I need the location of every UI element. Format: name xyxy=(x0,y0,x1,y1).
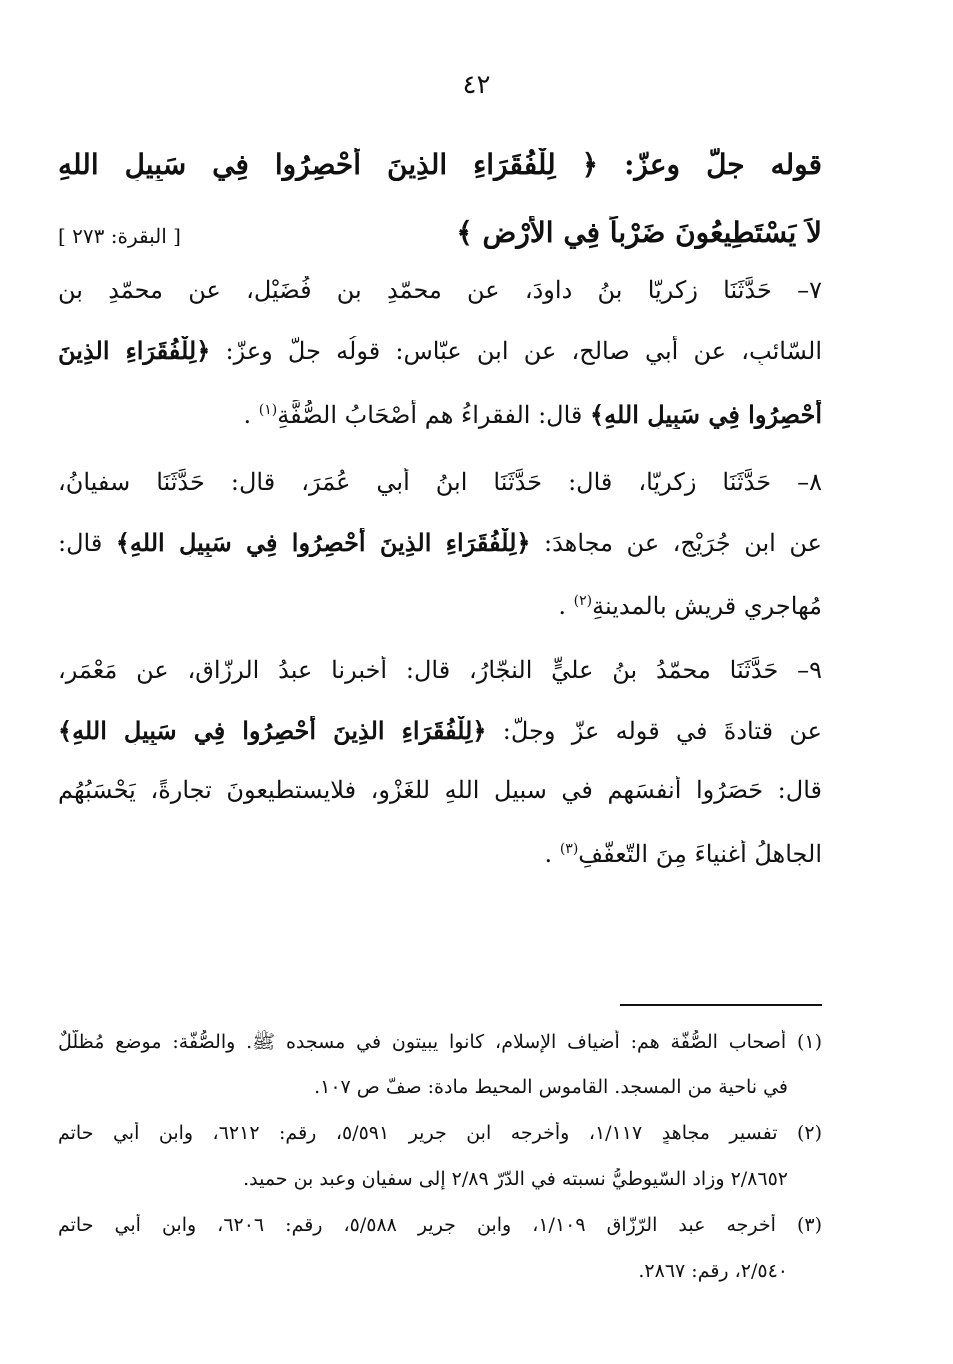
footnote-2-line-2: ٢/٨٦٥٢ وزاد السّيوطيُّ نسبته في الدّرّ ٢/٨٩ إلى سفيان وعبد بن حميد. xyxy=(243,1168,788,1190)
footnote-ref-3[interactable]: (٣) xyxy=(559,841,579,857)
entry-7-text: السّائبِ، عن أبي صالحٍ، عن ابنِ عبّاسٍ: قولُه جلّ وعزّ: xyxy=(225,337,822,365)
entry-8-answer: مُهاجري قريشٍ بالمدينةِ xyxy=(592,592,822,620)
heading-line-1: قوله جلّ وعزّ: ﴿ لِلْفُقَرَاءِ الذِينَ أُحْصِرُوا فِي سَبِيلِ اللهِ xyxy=(58,148,822,181)
footnote-1-line-1: (١) أصحاب الصُّفّة هم: أضياف الإسلام، كانوا يبيتون في مسجده ﷺ. والصُّفّة: موضع مُظلّلٌ xyxy=(58,1031,822,1053)
entry-8-text: عن ابنِ جُرَيْجٍ، عن مجاهدَ: xyxy=(544,529,822,557)
entry-9-text: عن قتادةَ في قوله عزّ وجلّ: xyxy=(502,717,822,745)
entry-9-line-2 xyxy=(58,716,822,745)
heading-line-2: لاَ يَسْتَطِيعُونَ ضَرْباً فِي الأَرْضِ ﴾ xyxy=(456,216,822,249)
entry-8-quote: ﴿لِلْفُقَرَاءِ الذِينَ أُحْصِرُوا فِي سَبِيلِ اللهِ﴾ xyxy=(115,528,531,557)
entry-7-quote-start: ﴿لِلْفُقَرَاءِ الذِينَ xyxy=(58,336,211,365)
entry-9-quote: ﴿لِلْفُقَرَاءِ الذِينَ أُحْصِرُوا فِي سَبِيلِ اللهِ﴾ xyxy=(58,716,487,745)
entry-8-line-1: ٨– حَدَّثَنَا زكريّا، قال: حَدَّثَنَا ابنُ أبي عُمَرَ، قال: حَدَّثَنَا سفيانُ، xyxy=(58,468,822,496)
entry-8-qal: قال: xyxy=(58,529,103,557)
footnote-3-line-1: (٣) أخرجه عبد الرّزّاق ١/١٠٩، وابن جرير ٥/٥٨٨، رقم: ٦٢٠٦، وابن أبي حاتم xyxy=(58,1214,822,1236)
page-number: ٤٢ xyxy=(462,70,491,100)
entry-8-line-2 xyxy=(58,528,822,557)
entry-7-line-2 xyxy=(58,336,822,365)
entry-7-quote-end: أُحْصِرُوا فِي سَبِيلِ اللهِ﴾ xyxy=(590,400,822,429)
entry-8-line-3: مُهاجري قريشٍ بالمدينةِ$^{(٢)}$ . xyxy=(558,592,822,620)
entry-7-line-1: ٧– حَدَّثَنَا زكريّا بنُ داودَ، عن محمّدِ بنِ فُضَيْلٍ، عن محمّدِ بنِ xyxy=(58,276,822,304)
entry-9-line-1: ٩– حَدَّثَنَا محمّدُ بنُ عليٍّ النجّارُ، قال: أخبرنا عبدُ الرزّاقِ، عن مَعْمَرٍ، xyxy=(58,656,822,684)
footnote-2-line-1: (٢) تفسير مجاهدٍ ١/١١٧، وأخرجه ابن جرير ٥/٥٩١، رقم: ٦٢١٢، وابن أبي حاتم xyxy=(58,1122,822,1144)
quran-reference: [ البقرة: ٢٧٣ ] xyxy=(58,224,181,248)
entry-9-line-4: الجاهلُ أغنياءَ مِنَ التّعفّفِ$^{(٣)}$ . xyxy=(544,840,822,868)
footnote-1-line-2: في ناحية من المسجد. القاموس المحيط مادة: صفّ ص ١٠٧. xyxy=(314,1076,788,1098)
footnote-divider xyxy=(620,1004,822,1006)
footnote-ref-2[interactable]: (٢) xyxy=(573,593,593,609)
entry-7-line-3: أُحْصِرُوا فِي سَبِيلِ اللهِ﴾ قال: الفقراءُ هم أصْحَابُ الصُّفَّةِ$^{(١)}$ . xyxy=(243,400,822,429)
entry-9-line-3: قال: حَصَرُوا أنفسَهم في سبيلِ اللهِ للغَزْوِ، فلايستطيعونَ تجارةً، يَحْسَبُهُم xyxy=(58,776,822,804)
entry-9-answer-end: الجاهلُ أغنياءَ مِنَ التّعفّفِ xyxy=(578,840,822,868)
footnote-ref-1[interactable]: (١) xyxy=(258,402,278,418)
footnote-3-line-2: ٢/٥٤٠، رقم: ٢٨٦٧. xyxy=(638,1260,788,1282)
entry-7-answer: قال: الفقراءُ هم أصْحَابُ الصُّفَّةِ xyxy=(277,401,583,429)
